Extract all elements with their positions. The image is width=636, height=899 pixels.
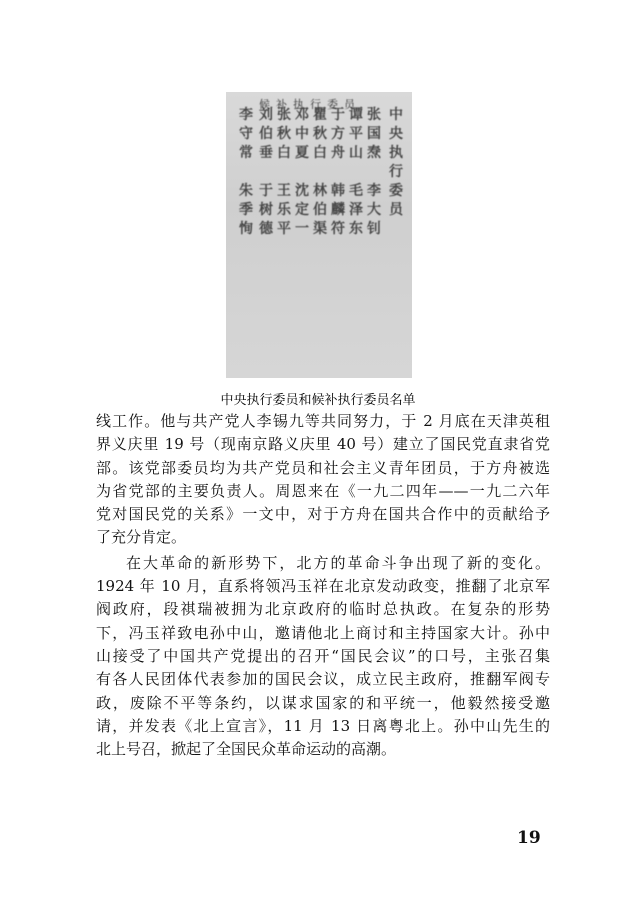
figure-char: 刘 [259, 107, 273, 123]
figure-char: 张 [277, 107, 291, 123]
text-line: 阀政府，段祺瑞被拥为北京政府的临时总执政。在复杂的形势 [96, 600, 550, 619]
figure-char: 大 [367, 202, 381, 218]
figure-char: 常 [239, 145, 253, 161]
paragraph-1 [96, 410, 550, 550]
figure-column [388, 106, 404, 220]
figure-char: 执 [389, 145, 403, 161]
figure-column [330, 106, 346, 239]
figure-char [259, 163, 273, 182]
figure-char: 沈 [295, 183, 309, 199]
figure-column [276, 106, 292, 239]
figure-column [348, 106, 364, 239]
figure-char: 伯 [313, 202, 327, 218]
text-line: 在大革命的新形势下，北方的革命斗争出现了新的变化。 [126, 553, 550, 572]
figure-char: 秋 [277, 126, 291, 142]
figure-char: 毛 [349, 183, 363, 199]
figure-char: 王 [277, 183, 291, 199]
text-line: 请，并发表《北上宣言》，11 月 13 日离粤北上。孙中山先生的 [96, 716, 550, 735]
figure-char [313, 163, 327, 182]
figure-char [295, 163, 309, 182]
text-line: 有各人民团体代表参加的国民会议，成立民主政府，推翻军阀专 [96, 670, 550, 689]
figure-char: 谭 [349, 107, 363, 123]
figure-char: 守 [239, 126, 253, 142]
text-line: 为省党部的主要负责人。周恩来在《一九二四年——一九二六年 [96, 481, 550, 500]
figure-column [258, 106, 274, 239]
figure-char: 朱 [239, 183, 253, 199]
text-line: 山接受了中国共产党提出的召开“国民会议”的口号，主张召集 [96, 646, 550, 665]
text-line: 下，冯玉祥致电孙中山，邀请他北上商讨和主持国家大计。孙中 [96, 623, 550, 642]
figure-char: 渠 [313, 221, 327, 237]
text-line: 了充分肯定。 [96, 528, 187, 547]
figure-char [367, 163, 381, 182]
figure-column [366, 106, 382, 239]
figure-char: 季 [239, 202, 253, 218]
figure-char: 泽 [349, 202, 363, 218]
figure-char: 委 [389, 183, 403, 199]
figure-column [312, 106, 328, 239]
figure-char: 林 [313, 183, 327, 199]
figure-char: 定 [295, 202, 309, 218]
figure-char: 秋 [313, 126, 327, 142]
figure-char: 麟 [331, 202, 345, 218]
figure-heading: 候补执行委员 [259, 98, 361, 111]
figure-char: 李 [367, 183, 381, 199]
figure-char: 焘 [367, 145, 381, 161]
figure-char [239, 163, 253, 182]
figure-column [238, 106, 254, 239]
figure-char: 于 [331, 107, 345, 123]
figure-char: 白 [277, 145, 291, 161]
figure-char: 行 [389, 164, 403, 180]
figure-char: 国 [367, 126, 381, 142]
figure-char: 张 [367, 107, 381, 123]
text-line: 1924 年 10 月，直系将领冯玉祥在北京发动政变，推翻了北京军 [96, 577, 550, 596]
figure-char: 树 [259, 202, 273, 218]
text-line: 部。该党部委员均为共产党员和社会主义青年团员，于方舟被选 [96, 458, 550, 477]
figure-char [349, 163, 363, 182]
figure-caption: 中央执行委员和候补执行委员名单 [220, 393, 416, 408]
figure-char: 央 [389, 126, 403, 142]
figure-char: 平 [277, 221, 291, 237]
figure-char: 德 [259, 221, 273, 237]
figure-char: 瞿 [313, 107, 327, 123]
figure-char: 中 [295, 126, 309, 142]
figure-char: 一 [295, 221, 309, 237]
figure-char: 伯 [259, 126, 273, 142]
figure-char: 垂 [259, 145, 273, 161]
figure-char [277, 163, 291, 182]
text-line: 政，废除不平等条约，以谋求国家的和平统一，他毅然接受邀 [96, 693, 550, 712]
text-line: 党对国民党的关系》一文中，对于方舟在国共合作中的贡献给予 [96, 505, 550, 524]
figure-char: 李 [239, 107, 253, 123]
paragraph-2 [96, 552, 550, 762]
figure-char: 恂 [239, 221, 253, 237]
text-line: 界义庆里 19 号（现南京路义庆里 40 号）建立了国民党直隶省党 [96, 435, 550, 454]
figure-char: 舟 [331, 145, 345, 161]
figure-column [294, 106, 310, 239]
figure-char: 乐 [277, 202, 291, 218]
figure-char: 夏 [295, 145, 309, 161]
text-line: 线工作。他与共产党人李锡九等共同努力，于 2 月底在天津英租 [96, 412, 550, 430]
figure-char: 韩 [331, 183, 345, 199]
text-line: 北上号召，掀起了全国民众革命运动的高潮。 [96, 740, 397, 759]
figure-photo [226, 92, 412, 378]
figure-char: 于 [259, 183, 273, 199]
page-number: 19 [517, 828, 541, 848]
figure-char: 山 [349, 145, 363, 161]
figure-char [331, 163, 345, 182]
figure-char: 邓 [295, 107, 309, 123]
figure-char: 符 [331, 221, 345, 237]
figure-char: 白 [313, 145, 327, 161]
figure-char: 员 [389, 202, 403, 218]
figure-char: 平 [349, 126, 363, 142]
figure-char: 中 [389, 107, 403, 123]
body-text [96, 410, 550, 761]
figure-char: 东 [349, 221, 363, 237]
figure-char: 钊 [367, 221, 381, 237]
figure-char: 方 [331, 126, 345, 142]
